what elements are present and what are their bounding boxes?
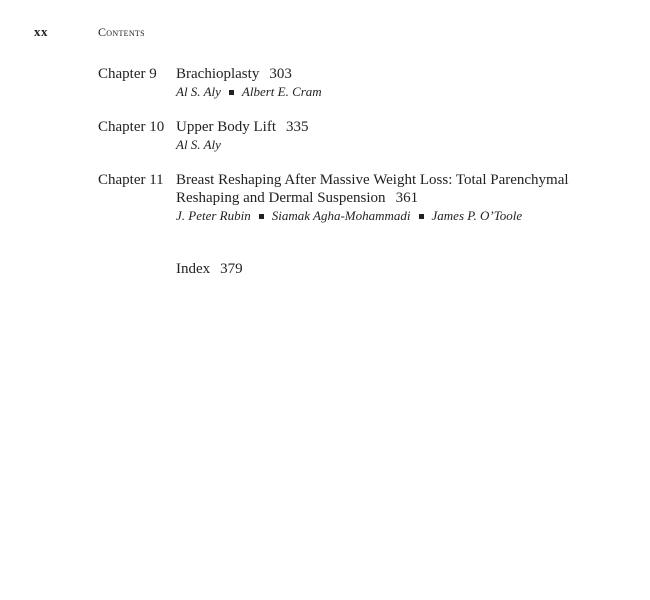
entry-page-number: 303 [269, 66, 292, 82]
author-name: Siamak Agha-Mohammadi [271, 208, 411, 223]
entry-body [176, 118, 576, 154]
separator-square-icon [229, 90, 234, 95]
entry-body [176, 260, 576, 278]
entry-authors [176, 136, 576, 154]
chapter-label: Chapter 10 [98, 119, 165, 135]
entry-authors [176, 207, 596, 225]
author-name: Al S. Aly [176, 84, 221, 99]
entry-title: Reshaping and Dermal Suspension [176, 190, 386, 206]
entry-title: Upper Body Lift [176, 119, 276, 135]
entry-authors [176, 83, 576, 101]
entry-page-number: 379 [220, 261, 243, 277]
page-number: xx [34, 24, 48, 39]
entry-title-line [176, 260, 576, 278]
entry-title-line [176, 171, 596, 189]
entry-title-line [176, 189, 596, 207]
author-name: Albert E. Cram [241, 84, 322, 99]
entry-title-line [176, 65, 576, 83]
chapter-label: Chapter 11 [98, 172, 164, 188]
separator-square-icon [259, 214, 264, 219]
separator-square-icon [419, 214, 424, 219]
author-name: Al S. Aly [176, 137, 221, 152]
entry-page-number: 361 [395, 190, 419, 206]
author-name: James P. O’Toole [431, 208, 523, 223]
entry-title: Breast Reshaping After Massive Weight Loss: Total Parenchymal [176, 172, 569, 188]
entry-body [176, 65, 576, 101]
entry-title: Brachioplasty [176, 66, 260, 82]
chapter-label: Chapter 9 [98, 66, 157, 82]
entry-body [176, 171, 596, 225]
running-head: Contents [98, 25, 145, 39]
entry-title-line [176, 118, 576, 136]
index-title: Index [176, 261, 211, 277]
author-name: J. Peter Rubin [176, 208, 251, 223]
entry-page-number: 335 [285, 119, 309, 135]
